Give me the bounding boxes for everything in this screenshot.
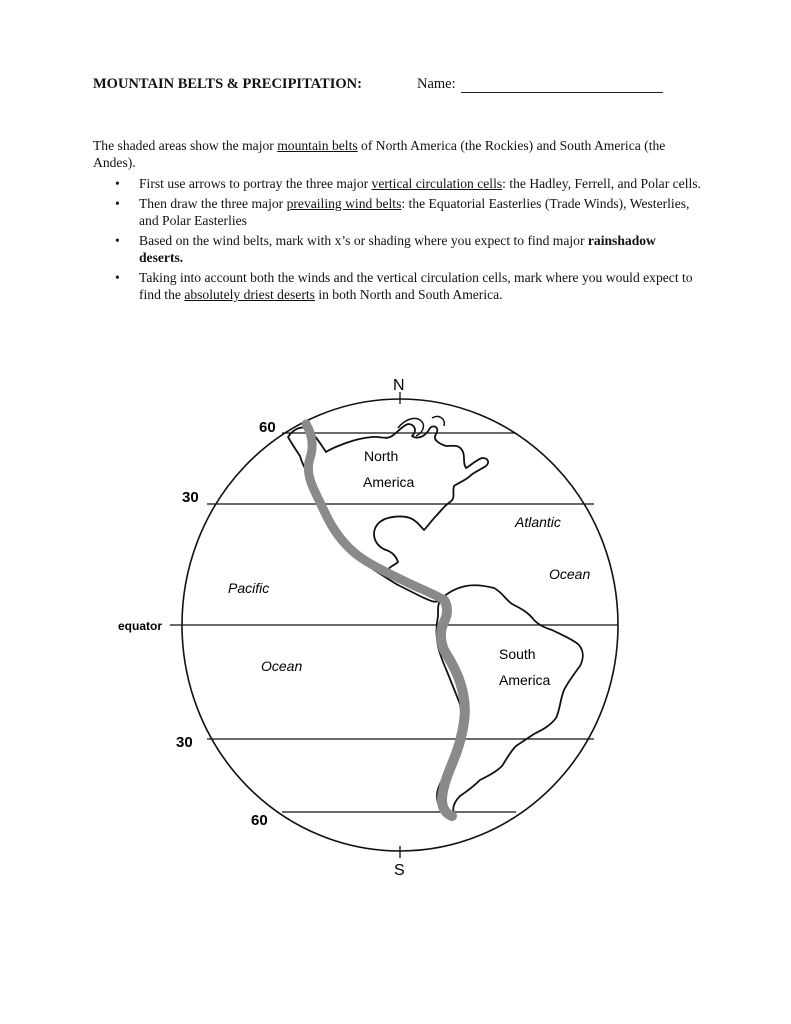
name-label: Name: [417, 76, 456, 92]
south-label: S [394, 862, 405, 879]
south-america-outline [437, 585, 583, 815]
atlantic-label-line2: Ocean [549, 566, 591, 582]
atlantic-label-line1: Atlantic [515, 514, 561, 530]
north-label: N [393, 377, 405, 394]
lat-30s-label: 30 [176, 734, 193, 751]
instruction-item: • First use arrows to portray the three major vertical circulation cells: the Hadley, Ferrell, and Polar cells. [115, 176, 701, 191]
south-america-label-line2: America [499, 672, 551, 688]
pacific-label-line1: Pacific [228, 580, 270, 596]
lat-60s-label: 60 [251, 812, 268, 829]
north-america-label-line2: America [363, 474, 415, 490]
intro-paragraph: The shaded areas show the major mountain belts of North America (the Rockies) and South America (the Andes). [93, 138, 666, 170]
andes-mountain-belt [441, 600, 465, 816]
lat-60n-label: 60 [259, 419, 276, 436]
instruction-item: • Based on the wind belts, mark with x’s or shading where you expect to find major rainshadow deserts. [115, 232, 656, 265]
instruction-item: • Taking into account both the winds and the vertical circulation cells, mark where you would expect to find the absolutely driest deserts in both North and South America. [115, 269, 693, 302]
instruction-item: • Then draw the three major prevailing wind belts: the Equatorial Easterlies (Trade Winds), Westerlies, and Polar Easterlies [115, 195, 690, 228]
north-america-label-line1: North [364, 448, 399, 464]
lat-30n-label: 30 [182, 489, 199, 506]
pacific-label-line2: Ocean [261, 658, 303, 674]
south-america-label-line1: South [499, 646, 536, 662]
equator-label: equator [118, 619, 163, 633]
worksheet-title: MOUNTAIN BELTS & PRECIPITATION: [93, 76, 362, 92]
